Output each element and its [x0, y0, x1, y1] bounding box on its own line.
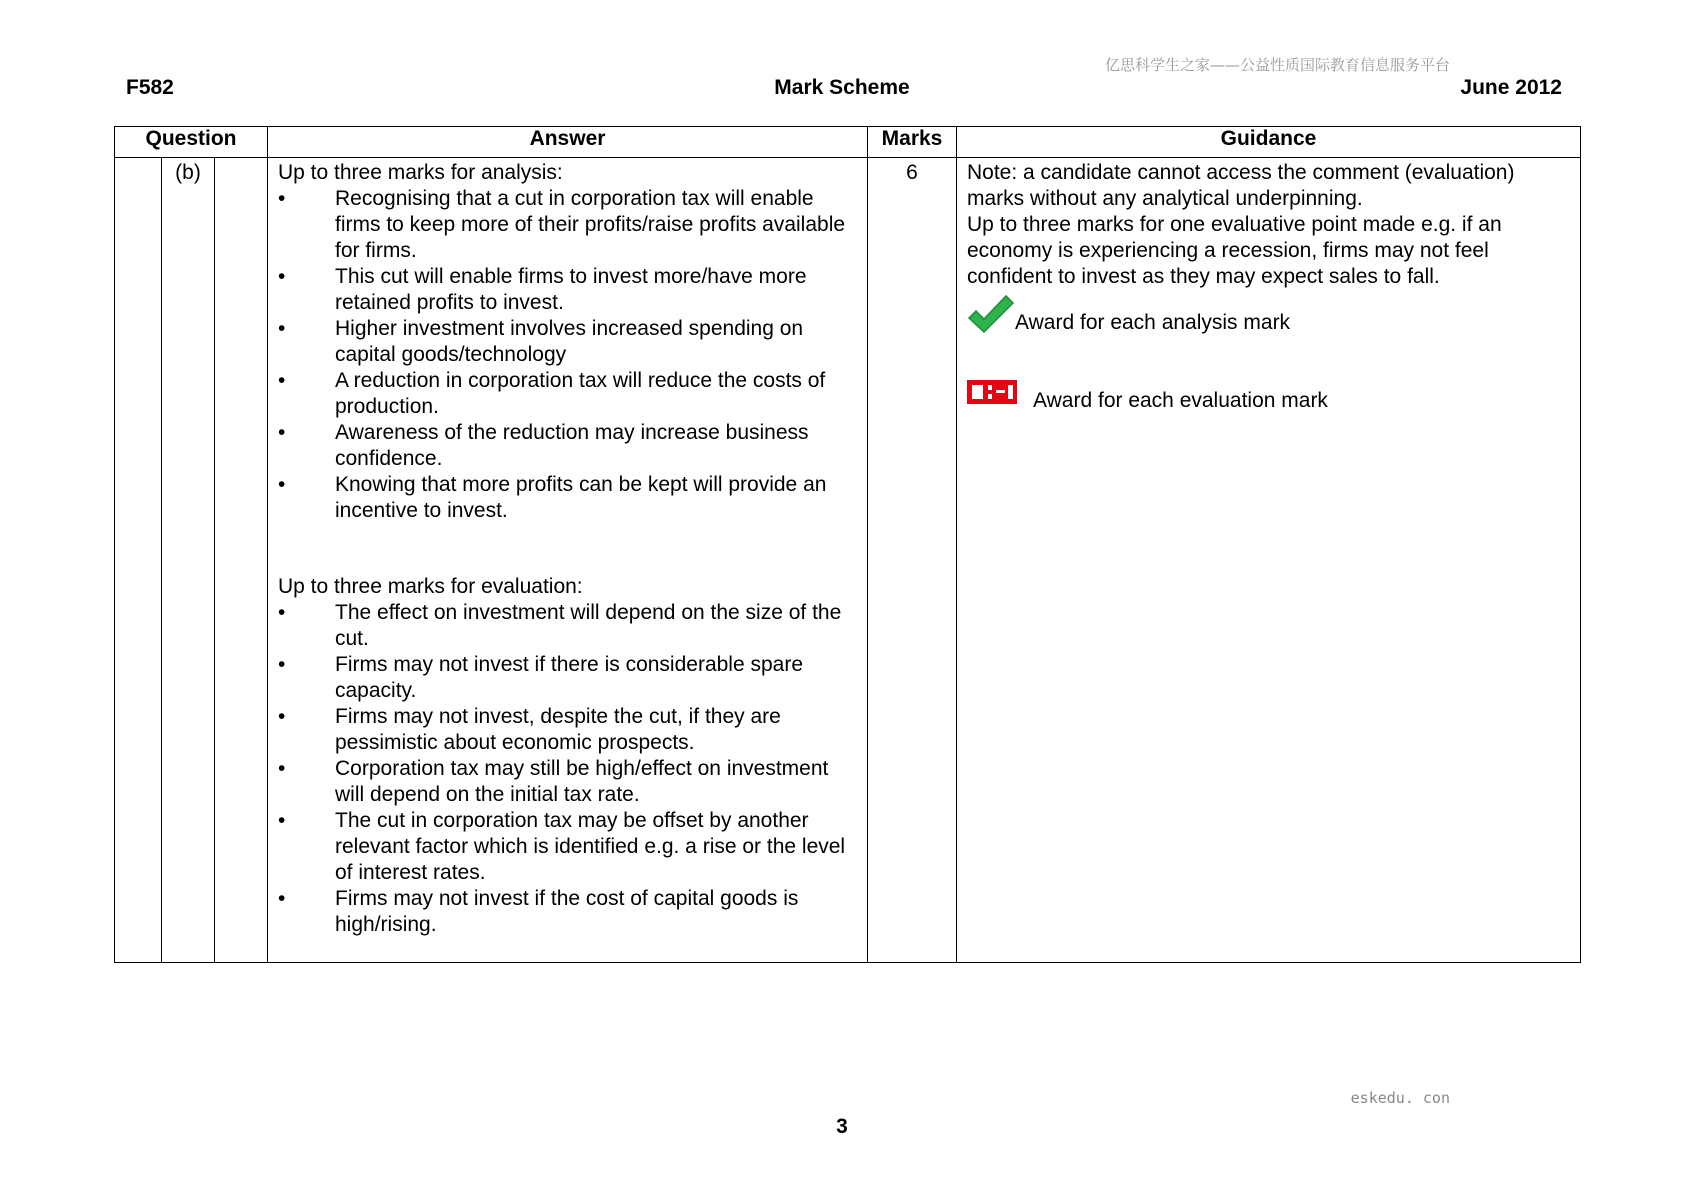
list-item: • Awareness of the reduction may increase business confidence. — [278, 420, 857, 472]
analysis-points-list — [278, 186, 857, 524]
table-row — [115, 158, 1581, 963]
tick-award-row — [967, 290, 1570, 336]
guidance-evaluative-point: Up to three marks for one evaluative point made e.g. if an economy is experiencing a recession, firms may not feel confident to invest as they may expect sales to fall. — [967, 213, 1502, 288]
watermark-bottom: eskedu. con — [1350, 1089, 1450, 1107]
question-part-cell: (b) — [162, 158, 215, 963]
evaluation-annotation-icon — [967, 380, 1017, 404]
evaluation-points-list — [278, 600, 857, 938]
header-question: Question — [115, 127, 268, 158]
guidance-note: Note: a candidate cannot access the comment (evaluation) marks without any analytical underpinning. — [967, 161, 1515, 210]
mark-scheme-table — [114, 126, 1581, 963]
page-number: 3 — [836, 1115, 848, 1138]
list-item: • The cut in corporation tax may be offset by another relevant factor which is identified e.g. a rise or the level of interest rates. — [278, 808, 857, 886]
header-guidance: Guidance — [957, 127, 1581, 158]
evaluation-award-label: Award for each evaluation mark — [1033, 389, 1328, 412]
spacer — [278, 524, 857, 574]
marks-cell: 6 — [868, 158, 957, 963]
list-item: • Higher investment involves increased spending on capital goods/technology — [278, 316, 857, 368]
watermark-top: 亿思科学生之家——公益性质国际教育信息服务平台 — [1104, 56, 1450, 74]
guidance-cell — [957, 158, 1581, 963]
paper-code: F582 — [126, 76, 174, 99]
tick-icon — [967, 294, 1015, 336]
exam-date: June 2012 — [1460, 76, 1562, 99]
list-item: • Firms may not invest if there is considerable spare capacity. — [278, 652, 857, 704]
evaluation-award-row — [967, 374, 1570, 414]
list-item: • Recognising that a cut in corporation tax will enable firms to keep more of their profits/raise profits available for firms. — [278, 186, 857, 264]
list-item: • A reduction in corporation tax will reduce the costs of production. — [278, 368, 857, 420]
header-answer: Answer — [268, 127, 868, 158]
list-item: • Firms may not invest if the cost of capital goods is high/rising. — [278, 886, 857, 938]
document-title: Mark Scheme — [774, 76, 910, 99]
list-item: • Firms may not invest, despite the cut, if they are pessimistic about economic prospects. — [278, 704, 857, 756]
list-item: • The effect on investment will depend on the size of the cut. — [278, 600, 857, 652]
list-item: • This cut will enable firms to invest more/have more retained profits to invest. — [278, 264, 857, 316]
list-item: • Knowing that more profits can be kept will provide an incentive to invest. — [278, 472, 857, 524]
analysis-intro: Up to three marks for analysis: — [278, 161, 563, 184]
question-number-cell — [115, 158, 162, 963]
evaluation-intro: Up to three marks for evaluation: — [278, 575, 583, 598]
header-marks: Marks — [868, 127, 957, 158]
question-subpart-cell — [215, 158, 268, 963]
list-item: • Corporation tax may still be high/effect on investment will depend on the initial tax rate. — [278, 756, 857, 808]
answer-cell — [268, 158, 868, 963]
table-header-row — [115, 127, 1581, 158]
tick-award-label: Award for each analysis mark — [1015, 311, 1291, 334]
